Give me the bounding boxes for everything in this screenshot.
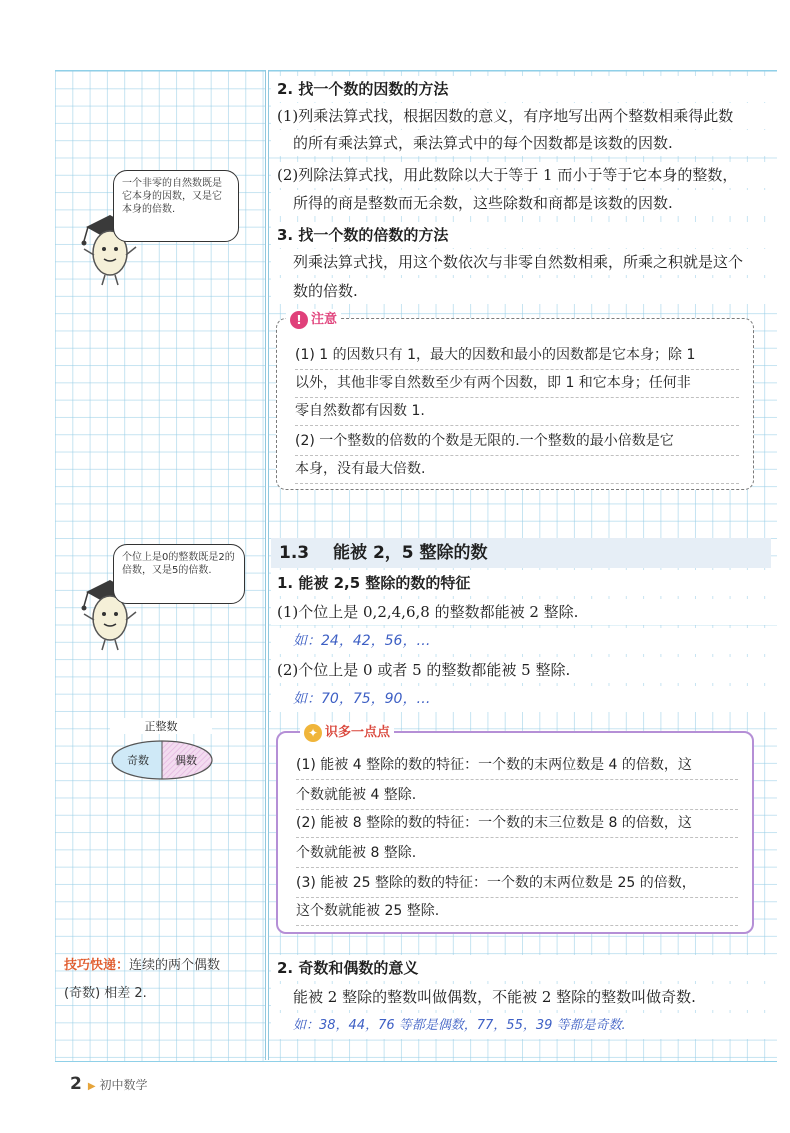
feature-line-2: (2)个位上是 0 或者 5 的整数都能被 5 整除. — [271, 657, 777, 683]
odd-even-heading: 2. 奇数和偶数的意义 — [271, 955, 777, 981]
factor-method-line-4: 所得的商是整数而无余数，这些除数和商都是该数的因数. — [271, 190, 790, 216]
speech-bubble-2: 个位上是0的整数既是2的倍数，又是5的倍数. — [113, 544, 245, 604]
tip-line-6: 这个数就能被 25 整除. — [296, 897, 738, 926]
odd-even-example: 如：38，44，76 等都是偶数，77，55，39 等都是奇数. — [271, 1013, 790, 1039]
factor-method-line-2: 的所有乘法算式，乘法算式中的每个因数都是该数的因数. — [271, 130, 790, 156]
footer — [70, 1073, 148, 1095]
diagram-right-label: 偶数 — [175, 754, 197, 767]
note-line-5: 本身，没有最大倍数. — [295, 455, 739, 484]
factor-method-line-3: (2)列除法算式找，用此数除以大于等于 1 而小于等于它本身的整数， — [271, 162, 777, 188]
feature-example-1: 如：24，42，56，… — [271, 628, 790, 654]
section-title-text: 能被 2，5 整除的数 — [333, 543, 488, 563]
subject-label: 初中数学 — [99, 1078, 148, 1092]
odd-even-line: 能被 2 整除的整数叫做偶数，不能被 2 整除的整数叫做奇数. — [271, 984, 790, 1010]
factor-method-line-1: (1)列乘法算式找，根据因数的意义，有序地写出两个整数相乘得此数 — [271, 103, 777, 129]
tip-box — [276, 731, 754, 934]
note-line-1: (1) 1 的因数只有 1，最大的因数和最小的因数都是它本身；除 1 — [295, 341, 739, 370]
side-tip-text-1: 连续的两个偶数 — [129, 958, 221, 973]
side-tip-label: 技巧快递： — [64, 958, 130, 973]
speech-bubble-1: 一个非零的自然数既是它本身的因数，又是它本身的倍数. — [113, 170, 239, 242]
tip-line-4: 个数就能被 8 整除. — [296, 839, 738, 868]
page-number: 2 — [70, 1074, 82, 1094]
note-box — [276, 318, 754, 490]
side-tip — [64, 952, 264, 1008]
note-line-2: 以外，其他非零自然数至少有两个因数，即 1 和它本身；任何非 — [295, 369, 739, 398]
feature-line-1: (1)个位上是 0,2,4,6,8 的整数都能被 2 整除. — [271, 599, 777, 625]
note-line-3: 零自然数都有因数 1. — [295, 397, 739, 426]
section-title — [271, 538, 771, 568]
column-divider — [265, 70, 269, 1060]
triangle-icon: ▶ — [87, 1081, 96, 1092]
factor-method-heading: 2. 找一个数的因数的方法 — [271, 76, 777, 102]
tip-tag — [300, 722, 394, 744]
multiple-method-line-1: 列乘法算式找，用这个数依次与非零自然数相乘，所乘之积就是这个 — [271, 249, 790, 275]
side-tip-text-2: (奇数) 相差 2. — [64, 986, 147, 1001]
tip-line-5: (3) 能被 25 整除的数的特征：一个数的末两位数是 25 的倍数， — [296, 869, 738, 898]
tip-line-1: (1) 能被 4 整除的数的特征：一个数的末两位数是 4 的倍数，这 — [296, 751, 738, 780]
exclamation-icon: ! — [290, 311, 308, 329]
lightbulb-icon: ✦ — [304, 724, 322, 742]
tip-tag-label: 识多一点点 — [325, 725, 391, 740]
section-number: 1.3 — [279, 543, 310, 563]
note-line-4: (2) 一个整数的倍数的个数是无限的.一个整数的最小倍数是它 — [295, 427, 739, 456]
note-tag — [286, 309, 341, 331]
multiple-method-heading: 3. 找一个数的倍数的方法 — [271, 222, 777, 248]
diagram-title: 正整数 — [110, 718, 212, 734]
diagram-left-label: 奇数 — [127, 754, 149, 767]
feature-heading: 1. 能被 2,5 整除的数的特征 — [271, 570, 777, 596]
tip-line-2: 个数就能被 4 整除. — [296, 781, 738, 810]
tip-line-3: (2) 能被 8 整除的数的特征：一个数的末三位数是 8 的倍数，这 — [296, 809, 738, 838]
note-tag-label: 注意 — [311, 312, 338, 327]
feature-example-2: 如：70，75，90，… — [271, 686, 790, 712]
multiple-method-line-2: 数的倍数. — [271, 278, 790, 304]
